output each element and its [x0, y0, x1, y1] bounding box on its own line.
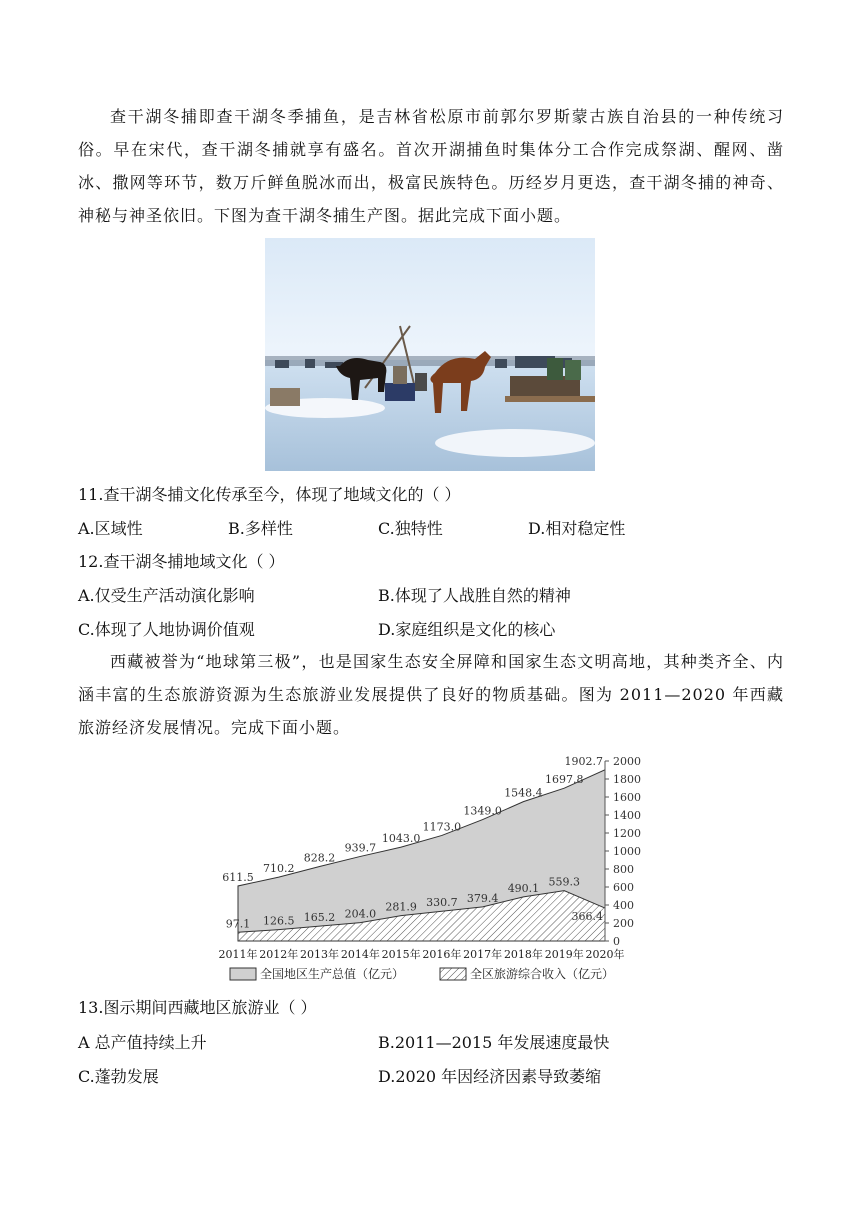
y-tick-label: 1400	[613, 809, 641, 822]
x-tick-label: 2017年	[463, 948, 503, 961]
gdp-data-label: 1043.0	[381, 832, 421, 846]
y-tick-label: 1000	[613, 845, 641, 858]
x-tick-label: 2015年	[381, 948, 421, 961]
q13-option-b[interactable]: B.2011—2015 年发展速度最快	[378, 1033, 610, 1052]
y-tick-label: 1200	[613, 827, 641, 840]
tourism-data-label: 204.0	[344, 907, 377, 921]
tourism-data-label: 281.9	[385, 900, 417, 914]
tourism-data-label: 97.1	[225, 917, 251, 931]
y-tick-label: 0	[613, 935, 620, 948]
tourism-data-label: 490.1	[507, 881, 540, 895]
y-tick-label: 2000	[613, 755, 641, 768]
x-tick-label: 2018年	[503, 948, 543, 961]
y-tick-label: 1800	[613, 773, 641, 786]
gdp-data-label: 1173.0	[422, 820, 462, 834]
y-tick-label: 800	[613, 863, 634, 876]
legend-swatch-tourism	[440, 968, 466, 980]
x-tick-label: 2019年	[544, 948, 584, 961]
tourism-data-label: 559.3	[548, 875, 580, 889]
tourism-data-label: 379.4	[466, 891, 499, 905]
tourism-data-label: 126.5	[263, 914, 295, 928]
q12-option-c[interactable]: C.体现了人地协调价值观	[78, 620, 255, 639]
x-tick-label: 2016年	[422, 948, 462, 961]
gdp-data-label: 611.5	[222, 870, 254, 884]
x-tick-label: 2014年	[340, 948, 380, 961]
gdp-data-label: 1349.0	[463, 804, 502, 818]
ice-fishing-photo	[265, 238, 595, 471]
q11-option-a[interactable]: A.区域性	[78, 519, 143, 538]
q11-option-b[interactable]: B.多样性	[228, 519, 293, 538]
x-tick-label: 2020年	[585, 948, 625, 961]
x-tick-label: 2013年	[300, 948, 340, 961]
question-12-stem: 12.查干湖冬捕地域文化（ ）	[78, 552, 285, 571]
q13-option-a[interactable]: A 总产值持续上升	[78, 1033, 207, 1052]
passage-2: 西藏被誉为“地球第三极”，也是国家生态安全屏障和国家生态文明高地，其种类齐全、内涵丰富的生态旅游资源为生态旅游业发展提供了良好的物质基础。图为 2011—2020 年西藏旅游经济发展情况。完成下面小题。	[78, 652, 784, 737]
legend-label-tourism: 全区旅游综合收入（亿元）	[470, 967, 615, 981]
tourism-economy-chart	[218, 749, 648, 989]
q11-option-d[interactable]: D.相对稳定性	[528, 519, 626, 538]
question-13-stem: 13.图示期间西藏地区旅游业（ ）	[78, 998, 317, 1017]
x-tick-label: 2012年	[259, 948, 299, 961]
gdp-data-label: 1697.8	[544, 773, 584, 787]
passage-1: 查干湖冬捕即查干湖冬季捕鱼，是吉林省松原市前郭尔罗斯蒙古族自治县的一种传统习俗。早在宋代，查干湖冬捕就享有盛名。首次开湖捕鱼时集体分工合作完成祭湖、醒网、凿冰、撒网等环节，数万斤鲜鱼脱冰而出，极富民族特色。历经岁月更迭，查干湖冬捕的神奇、神秘与神圣依旧。下图为查干湖冬捕生产图。据此完成下面小题。	[78, 107, 784, 225]
legend-swatch-gdp	[230, 968, 256, 980]
y-tick-label: 400	[613, 899, 634, 912]
q11-option-c[interactable]: C.独特性	[378, 519, 443, 538]
q12-option-b[interactable]: B.体现了人战胜自然的精神	[378, 586, 571, 605]
question-11-stem: 11.查干湖冬捕文化传承至今，体现了地域文化的（ ）	[78, 485, 461, 504]
gdp-data-label: 828.2	[303, 851, 336, 865]
y-tick-label: 200	[613, 917, 634, 930]
tourism-data-label: 165.2	[303, 911, 336, 925]
q12-option-d[interactable]: D.家庭组织是文化的核心	[378, 620, 556, 639]
gdp-data-label: 939.7	[344, 841, 377, 855]
q13-option-c[interactable]: C.蓬勃发展	[78, 1067, 159, 1086]
x-tick-label: 2011年	[218, 948, 258, 961]
legend-label-gdp: 全国地区生产总值（亿元）	[260, 967, 405, 981]
tourism-data-label: 366.4	[571, 910, 603, 924]
y-tick-label: 600	[613, 881, 634, 894]
q12-option-a[interactable]: A.仅受生产活动演化影响	[78, 586, 255, 605]
gdp-data-label: 1548.4	[504, 786, 543, 800]
gdp-data-label: 1902.7	[564, 754, 603, 768]
q13-option-d[interactable]: D.2020 年因经济因素导致萎缩	[378, 1067, 602, 1086]
gdp-data-label: 710.2	[263, 862, 295, 876]
tourism-data-label: 330.7	[426, 896, 458, 910]
y-tick-label: 1600	[613, 791, 641, 804]
